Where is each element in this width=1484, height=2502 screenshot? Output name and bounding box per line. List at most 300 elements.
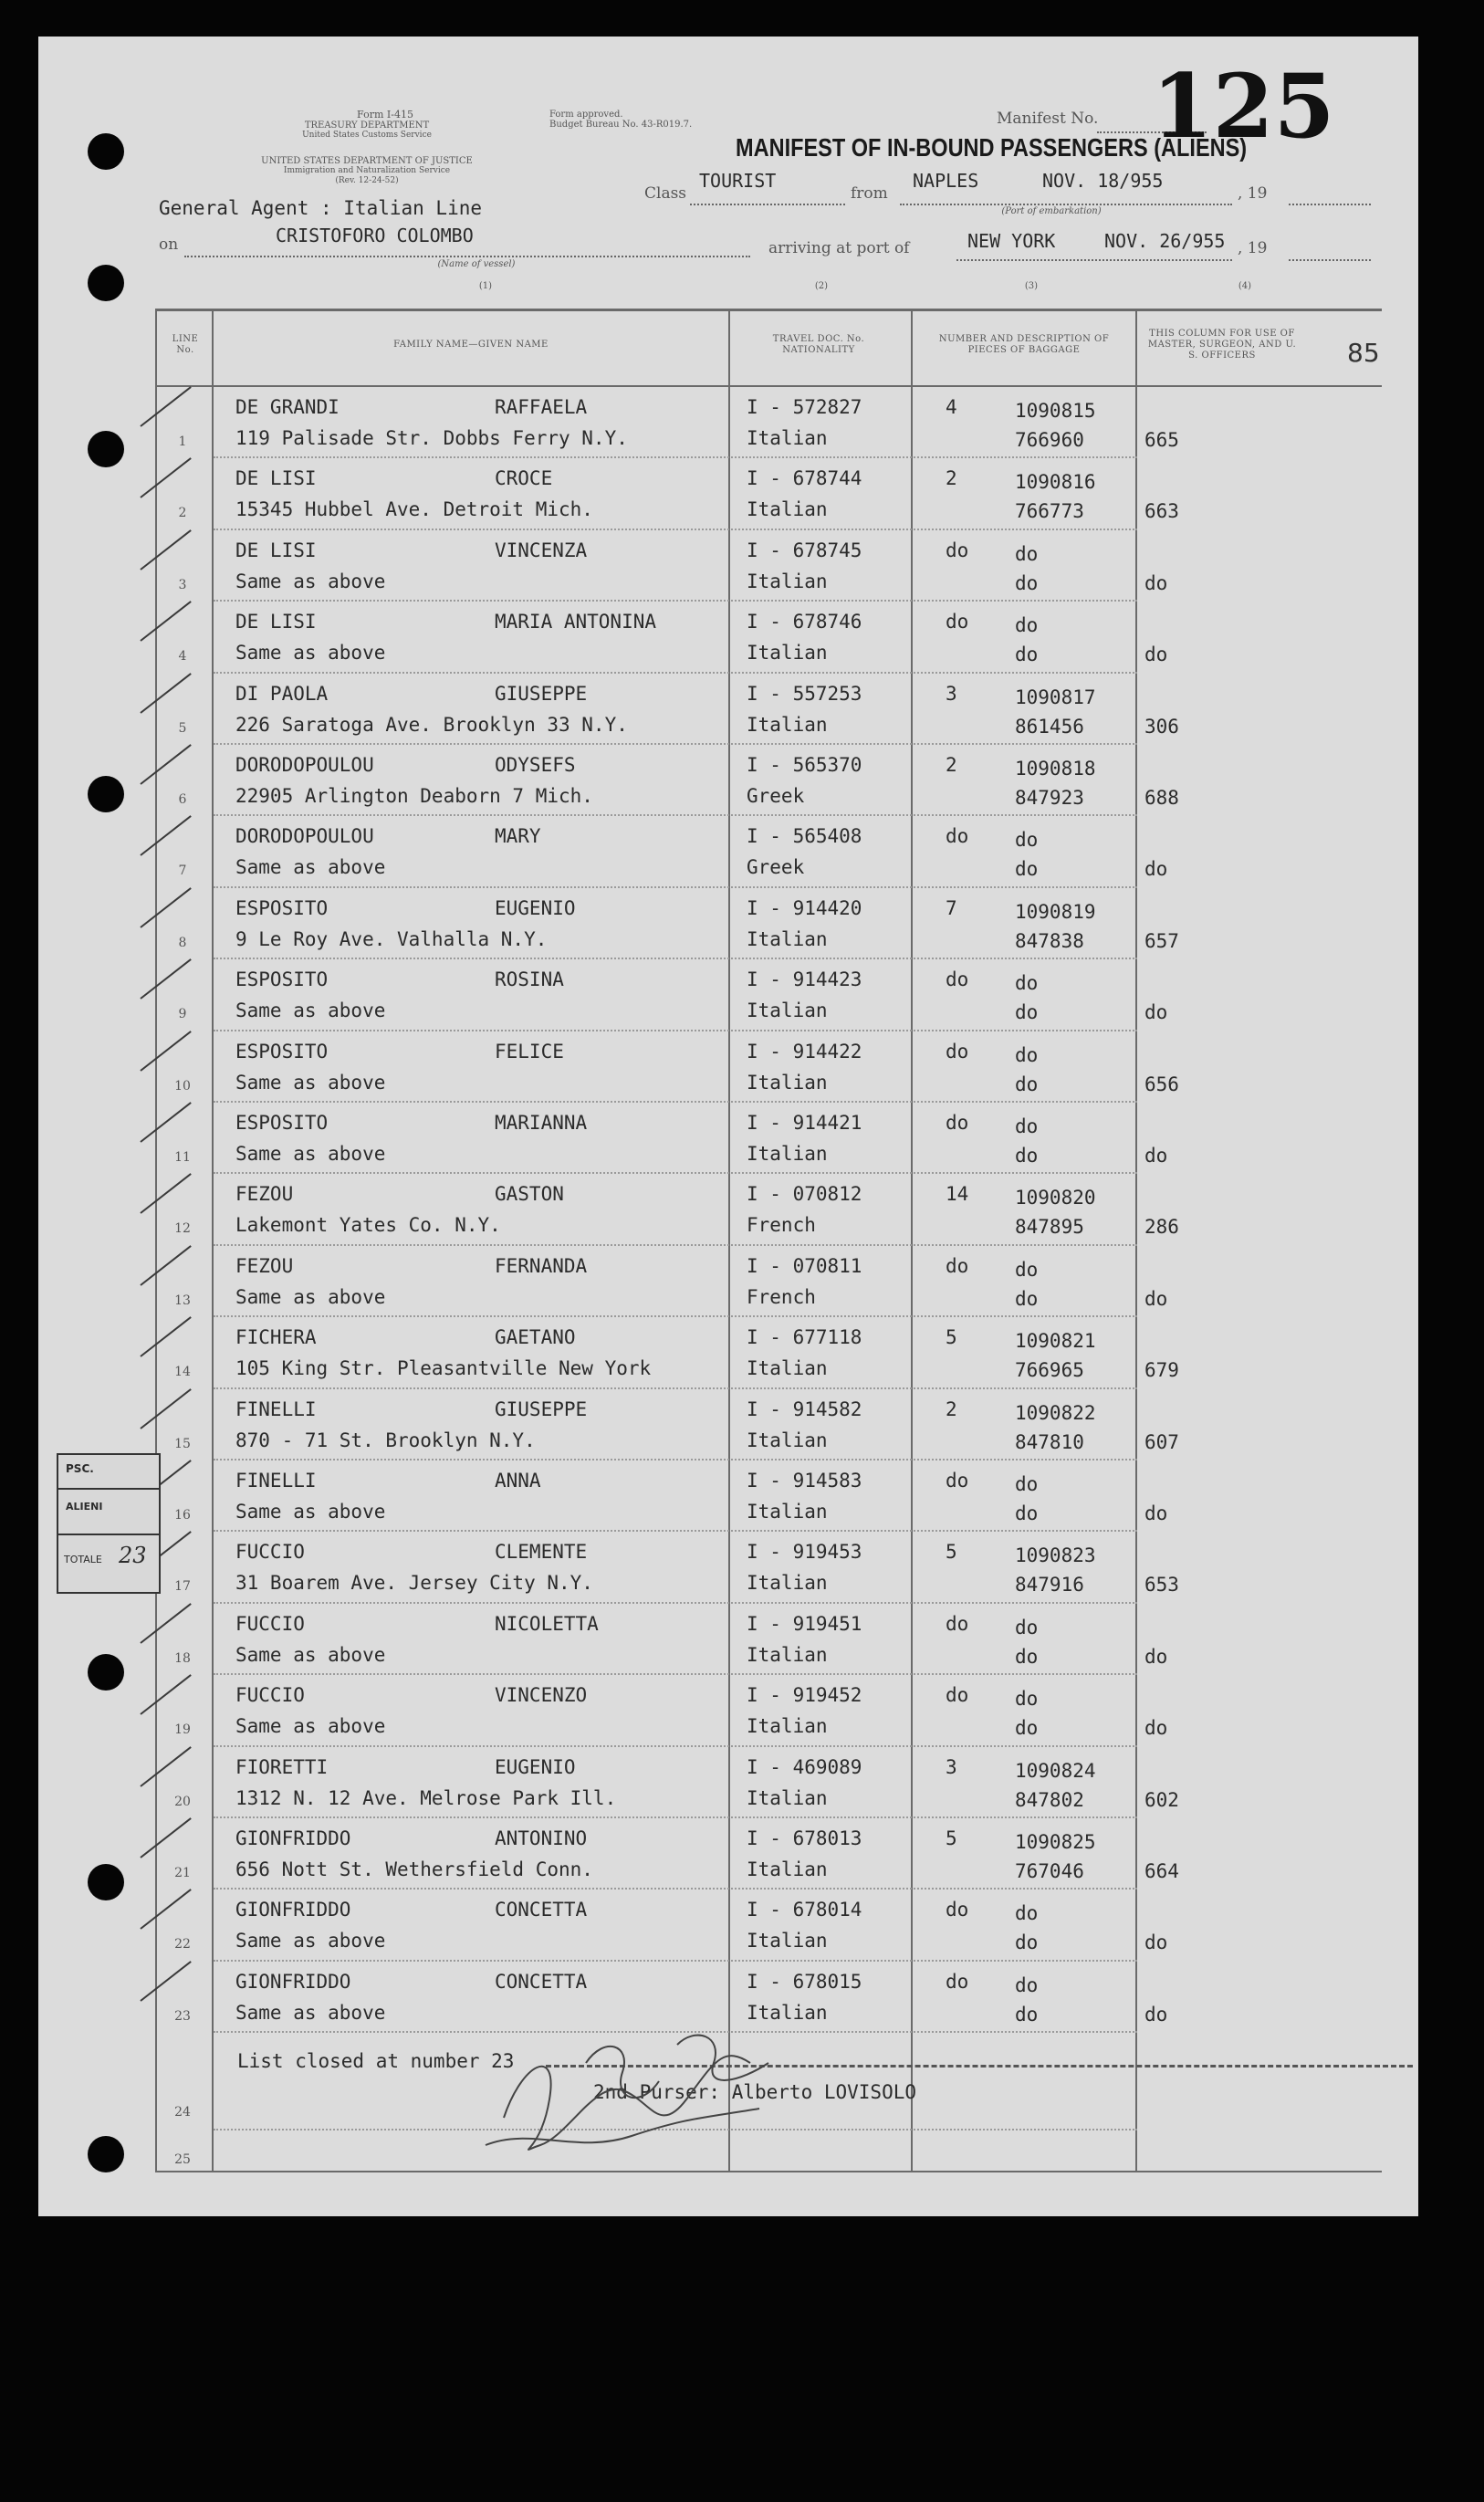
address: Same as above (235, 1071, 386, 1094)
given-name: EUGENIO (495, 896, 576, 919)
officer-note: do (1144, 1645, 1168, 1668)
year-label: , 19 (1238, 184, 1268, 203)
officer-note: do (1144, 1145, 1168, 1167)
row-divider (214, 1745, 1137, 1747)
nationality: Italian (747, 642, 828, 665)
vessel-name: CRISTOFORO COLOMBO (276, 225, 474, 246)
baggage-pieces: 3 (946, 1755, 957, 1778)
line-number: 22 (174, 1937, 191, 1952)
baggage-number-1: 1090816 (1015, 471, 1096, 494)
baggage-number-1: do (1015, 829, 1039, 852)
given-name: GAETANO (495, 1326, 576, 1349)
check-mark (140, 601, 191, 642)
line-number: 12 (174, 1221, 191, 1237)
address: Same as above (235, 1715, 386, 1738)
line-number: 14 (174, 1365, 191, 1380)
baggage-number-2: 767046 (1015, 1860, 1084, 1882)
family-name: ESPOSITO (235, 968, 329, 991)
baggage-number-2: 861456 (1015, 715, 1084, 738)
line-number: 19 (174, 1722, 191, 1738)
stamp-total-value: 23 (119, 1543, 147, 1568)
nationality: Italian (747, 1930, 828, 1952)
officer-note: 607 (1144, 1430, 1179, 1453)
line-number-24: 24 (174, 2105, 191, 2120)
officer-note: 664 (1144, 1860, 1179, 1882)
line-number: 15 (174, 1436, 191, 1451)
baggage-pieces: do (946, 968, 969, 991)
given-name: VINCENZA (495, 539, 588, 561)
address: Same as above (235, 1643, 386, 1666)
baggage-number-1: 1090817 (1015, 686, 1096, 708)
given-name: GASTON (495, 1183, 564, 1206)
family-name: DORODOPOULOU (235, 825, 374, 848)
baggage-number-2: do (1015, 644, 1039, 666)
given-name: CROCE (495, 467, 553, 490)
line-number: 23 (174, 2008, 191, 2024)
nationality: Italian (747, 570, 828, 592)
revision: (Rev. 12-24-52) (335, 176, 399, 185)
nationality: Italian (747, 1572, 828, 1595)
check-mark (140, 744, 191, 785)
row-divider (214, 1030, 1137, 1031)
baggage-pieces: 5 (946, 1326, 957, 1349)
header-travel-doc: TRAVEL DOC. No. NATIONALITY (772, 334, 865, 355)
class-line (690, 204, 845, 205)
check-mark (140, 1388, 191, 1429)
baggage-pieces: do (946, 1470, 969, 1492)
row-divider (214, 1530, 1137, 1532)
line-number-25: 25 (174, 2152, 191, 2167)
baggage-number-1: do (1015, 614, 1039, 637)
nationality: Italian (747, 1357, 828, 1380)
baggage-number-1: do (1015, 1616, 1039, 1638)
row-divider (214, 600, 1137, 602)
travel-doc-number: I - 677118 (747, 1326, 862, 1349)
baggage-pieces: do (946, 611, 969, 633)
baggage-number-2: do (1015, 1645, 1039, 1668)
baggage-pieces: do (946, 539, 969, 561)
check-mark (140, 1674, 191, 1715)
check-mark (140, 1746, 191, 1787)
travel-doc-number: I - 572827 (747, 396, 862, 418)
line-number: 7 (178, 864, 187, 879)
baggage-number-1: do (1015, 1688, 1039, 1711)
line-number: 10 (174, 1078, 191, 1094)
given-name: MARIA ANTONINA (495, 611, 657, 633)
check-mark (140, 1102, 191, 1143)
given-name: FERNANDA (495, 1254, 588, 1277)
address: Lakemont Yates Co. N.Y. (235, 1214, 501, 1237)
from-label: from (851, 184, 888, 203)
baggage-number-2: do (1015, 1001, 1039, 1024)
table-top-border (155, 309, 1382, 311)
family-name: DE LISI (235, 467, 317, 490)
travel-doc-number: I - 919451 (747, 1612, 862, 1635)
check-mark (140, 887, 191, 928)
year-line-2 (1289, 259, 1371, 261)
tally-stamp (57, 1453, 161, 1594)
treasury-dept: TREASURY DEPARTMENT (304, 120, 430, 131)
family-name: DE LISI (235, 611, 317, 633)
punch-hole (88, 431, 124, 467)
family-name: FUCCIO (235, 1612, 305, 1635)
family-name: FINELLI (235, 1398, 317, 1420)
family-name: FIORETTI (235, 1755, 329, 1778)
nationality: Italian (747, 1643, 828, 1666)
family-name: FEZOU (235, 1183, 294, 1206)
baggage-number-1: do (1015, 1902, 1039, 1925)
given-name: ANNA (495, 1470, 541, 1492)
check-mark (140, 458, 191, 499)
baggage-number-1: do (1015, 972, 1039, 995)
baggage-pieces: 5 (946, 1827, 957, 1849)
travel-doc-number: I - 914420 (747, 896, 862, 919)
baggage-number-2: do (1015, 2003, 1039, 2026)
address: Same as above (235, 642, 386, 665)
given-name: MARIANNA (495, 1112, 588, 1134)
table-left-border (155, 309, 157, 2172)
side-page-number: 85 (1347, 338, 1380, 368)
address: Same as above (235, 1930, 386, 1952)
row-divider (214, 1673, 1137, 1675)
baggage-number-1: 1090819 (1015, 900, 1096, 923)
nationality: Italian (747, 498, 828, 521)
nationality: French (747, 1285, 816, 1308)
baggage-pieces: do (946, 1040, 969, 1063)
check-mark (140, 1603, 191, 1644)
baggage-pieces: 7 (946, 896, 957, 919)
ins-service: Immigration and Naturalization Service (283, 166, 451, 175)
officer-note: do (1144, 571, 1168, 594)
travel-doc-number: I - 070812 (747, 1183, 862, 1206)
vessel-line (184, 256, 750, 257)
given-name: ROSINA (495, 968, 564, 991)
officer-note: 653 (1144, 1574, 1179, 1596)
customs-service: United States Customs Service (302, 131, 432, 140)
line-number: 4 (178, 649, 187, 665)
row-divider (214, 1315, 1137, 1317)
baggage-number-2: 847923 (1015, 787, 1084, 809)
baggage-pieces: 2 (946, 1398, 957, 1420)
stamp-middle: ALIENI (66, 1501, 103, 1513)
punch-hole (88, 1654, 124, 1691)
baggage-number-1: 1090815 (1015, 400, 1096, 422)
row-divider (214, 743, 1137, 745)
address: 9 Le Roy Ave. Valhalla N.Y. (235, 927, 548, 950)
row-divider (214, 958, 1137, 959)
line-number: 16 (174, 1508, 191, 1523)
budget-bureau: Budget Bureau No. 43-R019.7. (549, 120, 693, 130)
row-divider (214, 456, 1137, 458)
travel-doc-number: I - 914583 (747, 1470, 862, 1492)
address: 105 King Str. Pleasantville New York (235, 1357, 652, 1380)
given-name: CONCETTA (495, 1970, 588, 1993)
travel-doc-number: I - 914421 (747, 1112, 862, 1134)
baggage-pieces: 3 (946, 682, 957, 705)
arriving-date: NOV. 26/955 (1104, 230, 1226, 252)
address: 656 Nott St. Wethersfield Conn. (235, 1858, 593, 1880)
baggage-pieces: do (946, 1970, 969, 1993)
travel-doc-number: I - 678745 (747, 539, 862, 561)
header-line-no: LINE No. (172, 334, 199, 355)
travel-doc-number: I - 565408 (747, 825, 862, 848)
form-approved: Form approved. (549, 110, 623, 120)
travel-doc-number: I - 070811 (747, 1254, 862, 1277)
manifest-no-label: Manifest No. (997, 110, 1099, 128)
given-name: MARY (495, 825, 541, 848)
col-marker-2: (2) (814, 281, 829, 291)
family-name: DE GRANDI (235, 396, 340, 418)
nationality: Italian (747, 1858, 828, 1880)
baggage-number-2: do (1015, 1145, 1039, 1167)
baggage-number-2: 847895 (1015, 1216, 1084, 1239)
row-divider (214, 1816, 1137, 1818)
punch-hole (88, 265, 124, 301)
check-mark (140, 1890, 191, 1931)
baggage-number-2: do (1015, 1931, 1039, 1954)
travel-doc-number: I - 914422 (747, 1040, 862, 1063)
family-name: FINELLI (235, 1470, 317, 1492)
travel-doc-number: I - 919452 (747, 1684, 862, 1707)
check-mark (140, 1031, 191, 1072)
baggage-number-2: do (1015, 1287, 1039, 1310)
manifest-number: 125 (1152, 55, 1335, 158)
baggage-number-2: 766965 (1015, 1359, 1084, 1382)
line-number: 8 (178, 935, 187, 950)
address: Same as above (235, 1501, 386, 1523)
travel-doc-number: I - 557253 (747, 682, 862, 705)
from-line (900, 204, 1232, 205)
address: Same as above (235, 856, 386, 879)
given-name: ANTONINO (495, 1827, 588, 1849)
baggage-number-2: do (1015, 1717, 1039, 1740)
col-marker-4: (4) (1238, 281, 1252, 291)
row-divider (214, 886, 1137, 888)
officer-note: 286 (1144, 1216, 1179, 1239)
list-closed-text: List closed at number 23 (237, 2050, 515, 2072)
nationality: Italian (747, 1429, 828, 1451)
general-agent: General Agent : Italian Line (159, 197, 483, 219)
nationality: Italian (747, 1143, 828, 1165)
officer-note: 657 (1144, 929, 1179, 952)
baggage-number-2: do (1015, 571, 1039, 594)
family-name: ESPOSITO (235, 896, 329, 919)
baggage-number-2: do (1015, 1073, 1039, 1095)
baggage-number-2: do (1015, 1502, 1039, 1524)
family-name: DI PAOLA (235, 682, 329, 705)
line-number: 18 (174, 1650, 191, 1666)
address: Same as above (235, 570, 386, 592)
officer-note: 656 (1144, 1073, 1179, 1095)
given-name: NICOLETTA (495, 1612, 599, 1635)
baggage-number-1: 1090825 (1015, 1831, 1096, 1853)
baggage-pieces: 5 (946, 1541, 957, 1564)
baggage-number-2: do (1015, 858, 1039, 881)
baggage-pieces: 2 (946, 754, 957, 776)
line-number: 21 (174, 1866, 191, 1880)
baggage-col-divider (1135, 309, 1137, 2172)
baggage-number-1: 1090818 (1015, 758, 1096, 780)
nationality: Italian (747, 927, 828, 950)
baggage-pieces: do (946, 825, 969, 848)
doc-col-divider (911, 309, 913, 2172)
given-name: GIUSEPPE (495, 682, 588, 705)
travel-doc-number: I - 678746 (747, 611, 862, 633)
line-number: 1 (178, 434, 187, 449)
line-col-divider (212, 309, 214, 2172)
baggage-number-1: 1090821 (1015, 1330, 1096, 1353)
row-divider (214, 1244, 1137, 1246)
address: 22905 Arlington Deaborn 7 Mich. (235, 785, 593, 807)
vessel-caption: (Name of vessel) (437, 259, 516, 269)
nationality: Italian (747, 427, 828, 449)
col-marker-1: (1) (478, 281, 493, 291)
officer-note: do (1144, 1001, 1168, 1024)
row-divider (214, 529, 1137, 530)
row-divider (214, 1888, 1137, 1890)
baggage-pieces: 2 (946, 467, 957, 490)
family-name: FUCCIO (235, 1684, 305, 1707)
line-number: 3 (178, 577, 187, 592)
line-number: 17 (174, 1579, 191, 1595)
address: 1312 N. 12 Ave. Melrose Park Ill. (235, 1786, 617, 1809)
given-name: EUGENIO (495, 1755, 576, 1778)
nationality: Italian (747, 1715, 828, 1738)
stamp-total-label: TOTALE (64, 1554, 102, 1565)
officer-note: 663 (1144, 500, 1179, 523)
baggage-number-2: 847916 (1015, 1574, 1084, 1596)
justice-dept: UNITED STATES DEPARTMENT OF JUSTICE (261, 156, 473, 166)
baggage-pieces: 4 (946, 396, 957, 418)
check-mark (140, 1316, 191, 1357)
travel-doc-number: I - 678013 (747, 1827, 862, 1849)
arriving-line (956, 259, 1232, 261)
given-name: ODYSEFS (495, 754, 576, 776)
travel-doc-number: I - 678015 (747, 1970, 862, 1993)
baggage-pieces: do (946, 1112, 969, 1134)
officer-note: do (1144, 1502, 1168, 1524)
nationality: Italian (747, 1501, 828, 1523)
col-marker-3: (3) (1024, 281, 1039, 291)
address: Same as above (235, 1000, 386, 1022)
header-baggage: NUMBER AND DESCRIPTION OF PIECES OF BAGGAGE (938, 334, 1110, 355)
baggage-number-2: 766960 (1015, 429, 1084, 451)
family-name: ESPOSITO (235, 1040, 329, 1063)
officer-note: do (1144, 644, 1168, 666)
address: Same as above (235, 1285, 386, 1308)
nationality: Italian (747, 1000, 828, 1022)
travel-doc-number: I - 678014 (747, 1899, 862, 1921)
check-mark (140, 958, 191, 1000)
nationality: Italian (747, 2001, 828, 2024)
line-number: 11 (174, 1150, 191, 1165)
on-label: on (159, 236, 179, 254)
nationality: Italian (747, 713, 828, 736)
baggage-number-2: 847838 (1015, 929, 1084, 952)
given-name: CONCETTA (495, 1899, 588, 1921)
row-divider (214, 1459, 1137, 1460)
baggage-number-1: 1090822 (1015, 1401, 1096, 1424)
port-caption: (Port of embarkation) (1001, 206, 1102, 216)
officer-note: do (1144, 1931, 1168, 1954)
family-name: GIONFRIDDO (235, 1827, 351, 1849)
baggage-pieces: do (946, 1684, 969, 1707)
given-name: RAFFAELA (495, 396, 588, 418)
family-name: ESPOSITO (235, 1112, 329, 1134)
baggage-pieces: do (946, 1612, 969, 1635)
travel-doc-number: I - 914423 (747, 968, 862, 991)
arriving-port: NEW YORK (967, 230, 1056, 252)
baggage-pieces: do (946, 1254, 969, 1277)
baggage-number-1: do (1015, 1473, 1039, 1495)
check-mark (140, 529, 191, 571)
row-divider (214, 1172, 1137, 1174)
officer-note: do (1144, 1717, 1168, 1740)
nationality: Italian (747, 1786, 828, 1809)
form-number: Form I-415 (357, 109, 413, 120)
row-divider (214, 814, 1137, 816)
line-number: 9 (178, 1007, 187, 1022)
arriving-label: arriving at port of (768, 239, 910, 257)
punch-hole (88, 2136, 124, 2172)
baggage-number-1: 1090820 (1015, 1187, 1096, 1209)
address: 15345 Hubbel Ave. Detroit Mich. (235, 498, 593, 521)
from-port: NAPLES (913, 170, 979, 192)
travel-doc-number: I - 678744 (747, 467, 862, 490)
nationality: Greek (747, 856, 805, 879)
baggage-number-2: 847810 (1015, 1430, 1084, 1453)
travel-doc-number: I - 914582 (747, 1398, 862, 1420)
officer-note: do (1144, 2003, 1168, 2026)
given-name: FELICE (495, 1040, 564, 1063)
line-number: 13 (174, 1293, 191, 1308)
punch-hole (88, 776, 124, 812)
header-officers: THIS COLUMN FOR USE OF MASTER, SURGEON, AND U. S. OFFICERS (1147, 329, 1297, 361)
check-mark (140, 1174, 191, 1215)
row-divider (214, 1387, 1137, 1389)
family-name: GIONFRIDDO (235, 1970, 351, 1993)
given-name: GIUSEPPE (495, 1398, 588, 1420)
family-name: GIONFRIDDO (235, 1899, 351, 1921)
nationality: French (747, 1214, 816, 1237)
officer-note: do (1144, 1287, 1168, 1310)
class-value: TOURIST (699, 170, 777, 192)
row-divider (214, 672, 1137, 674)
name-col-divider (728, 309, 730, 2172)
family-name: FEZOU (235, 1254, 294, 1277)
page-title: MANIFEST OF IN-BOUND PASSENGERS (ALIENS) (736, 133, 1248, 162)
address: Same as above (235, 1143, 386, 1165)
baggage-pieces: do (946, 1899, 969, 1921)
row-divider (214, 1101, 1137, 1103)
officer-note: do (1144, 858, 1168, 881)
officer-note: 688 (1144, 787, 1179, 809)
officer-note: 602 (1144, 1788, 1179, 1811)
nationality: Italian (747, 1071, 828, 1094)
travel-doc-number: I - 469089 (747, 1755, 862, 1778)
travel-doc-number: I - 919453 (747, 1541, 862, 1564)
baggage-number-1: do (1015, 1043, 1039, 1066)
given-name: CLEMENTE (495, 1541, 588, 1564)
family-name: FICHERA (235, 1326, 317, 1349)
baggage-number-1: do (1015, 1115, 1039, 1137)
punch-hole (88, 133, 124, 170)
baggage-number-2: 847802 (1015, 1788, 1084, 1811)
line-number: 5 (178, 720, 187, 736)
family-name: DORODOPOULOU (235, 754, 374, 776)
manifest-page (38, 37, 1418, 2216)
year-label-2: , 19 (1238, 239, 1268, 257)
